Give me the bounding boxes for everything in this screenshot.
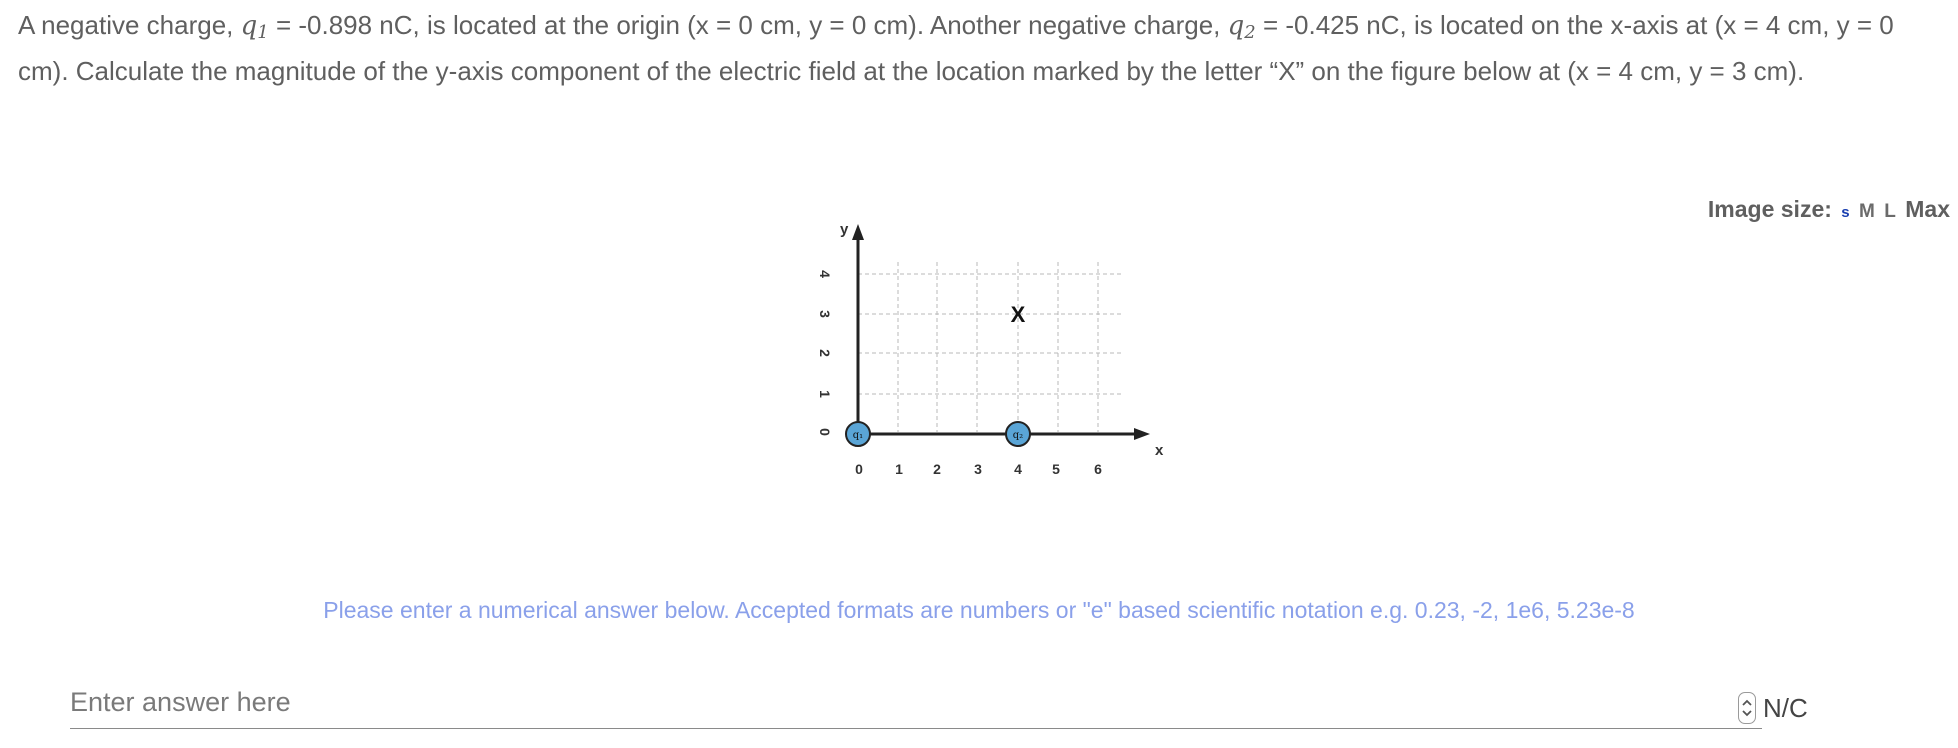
question-part-3: = -0.425 nC, is located on the x-axis at (x = 4 cm, y = 0 cm). Calculate the magnitude of the y-axis component of the electric field at the location marked by the letter “X” on the figure below at (x = 4 cm, y = 3 cm). — [18, 10, 1894, 86]
x-tick-5: 5 — [1052, 461, 1060, 477]
unit-selector[interactable] — [1738, 690, 1808, 726]
image-size-max-option[interactable]: Max — [1905, 196, 1950, 222]
q1-symbol: $q_1$ — [240, 11, 269, 43]
x-tick-3: 3 — [974, 461, 982, 477]
unit-selected-value: N/C — [1763, 692, 1808, 723]
answer-format-hint: Please enter a numerical answer below. Accepted formats are numbers or "e" based scientific notation e.g. 0.23, -2, 1e6, 5.23e-8 — [323, 597, 1635, 623]
y-tick-1: 1 — [817, 390, 833, 398]
y-tick-4: 4 — [817, 270, 833, 278]
up-down-chevron-icon — [1741, 696, 1753, 720]
image-size-control — [1708, 196, 1950, 223]
image-size-label: Image size: — [1707, 196, 1832, 222]
charge-q1-label: q₁ — [852, 430, 864, 441]
q2-subscript: 2 — [1244, 22, 1256, 43]
question-part-2: = -0.898 nC, is located at the origin (x = 0 cm, y = 0 cm). Another negative charge, — [268, 10, 1228, 40]
answer-field-container — [70, 680, 1762, 729]
answer-input[interactable] — [70, 680, 1762, 724]
x-axis-label: x — [1155, 442, 1164, 459]
y-axis-arrow — [852, 224, 864, 240]
x-tick-0: 0 — [855, 461, 863, 477]
y-tick-0: 0 — [817, 428, 833, 436]
point-x-marker: X — [1010, 302, 1026, 327]
y-axis-label: y — [840, 221, 849, 238]
unit-dropdown-button[interactable] — [1738, 692, 1756, 724]
question-text — [18, 6, 1948, 91]
image-size-l-option[interactable]: L — [1884, 201, 1896, 222]
x-tick-1: 1 — [895, 461, 903, 477]
y-tick-2: 2 — [817, 349, 833, 357]
q1-subscript: 1 — [257, 22, 269, 43]
charge-figure — [800, 210, 1190, 495]
x-tick-4: 4 — [1014, 461, 1022, 477]
image-size-m-option[interactable]: M — [1859, 201, 1875, 222]
x-tick-2: 2 — [933, 461, 941, 477]
q2-symbol: $q_2$ — [1227, 11, 1256, 43]
question-part-1: A negative charge, — [18, 10, 241, 40]
y-tick-3: 3 — [817, 310, 833, 318]
x-axis-arrow — [1134, 428, 1150, 440]
image-size-s-option[interactable]: s — [1841, 204, 1850, 221]
charge-q2-label: q₂ — [1012, 430, 1024, 441]
x-tick-6: 6 — [1094, 461, 1102, 477]
grid-lines — [858, 262, 1122, 432]
figure-svg — [800, 210, 1190, 490]
